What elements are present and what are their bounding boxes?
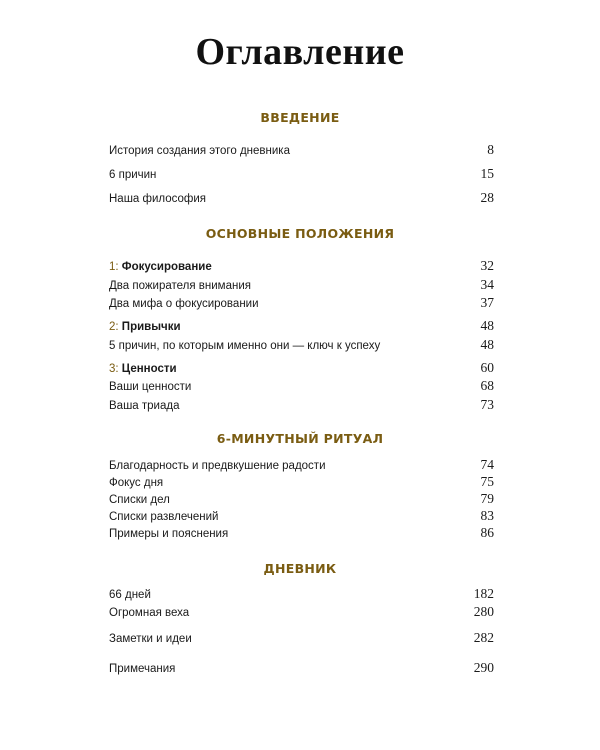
toc-entry[interactable]: [109, 396, 494, 414]
toc-chapter-entry[interactable]: [109, 257, 494, 275]
toc-entry-page: 48: [480, 318, 494, 333]
toc-entry[interactable]: [109, 276, 494, 294]
toc-entry-page: 280: [473, 604, 494, 619]
toc-entry-label: Примеры и пояснения: [109, 528, 229, 540]
toc-entry[interactable]: [109, 141, 494, 159]
toc-entry-page: 73: [480, 397, 494, 412]
chapter-title: Ценности: [121, 363, 177, 375]
toc-entry-page: 60: [480, 360, 494, 375]
toc-entry-label: 5 причин, по которым именно они — ключ к успеху: [109, 340, 381, 352]
toc-entry-page: 15: [480, 166, 494, 181]
toc-entry[interactable]: [109, 377, 494, 395]
chapter-number: 1:: [109, 261, 119, 273]
toc-entry-label: [109, 360, 177, 378]
toc-entry-label: [109, 258, 212, 276]
toc-entry[interactable]: [109, 473, 494, 491]
toc-entry-label: История создания этого дневника: [109, 145, 290, 157]
toc-entry-label: Наша философия: [109, 193, 207, 205]
toc-entry-page: 75: [480, 474, 494, 489]
toc-chapter-entry[interactable]: [109, 359, 494, 377]
toc-entry-page: 290: [473, 660, 494, 675]
toc-entry-label: Списки развлечений: [109, 511, 219, 523]
toc-entry-page: 74: [480, 457, 494, 472]
toc-entry-label: Списки дел: [109, 494, 170, 506]
toc-entry-label: Огромная веха: [109, 607, 190, 619]
toc-entry-page: 32: [480, 258, 494, 273]
page-title: Оглавление: [195, 31, 405, 73]
chapter-title: Фокусирование: [121, 261, 212, 273]
toc-entry-page: 8: [487, 142, 494, 157]
section-heading-journal: ДНЕВНИК: [263, 561, 337, 576]
toc-entry[interactable]: [109, 189, 494, 207]
toc-entry-label: 6 причин: [109, 169, 157, 181]
toc-entry-label: 66 дней: [109, 589, 151, 601]
toc-entry-label: Благодарность и предвкушение радости: [109, 460, 326, 472]
toc-entry-page: 79: [480, 491, 494, 506]
toc-entry[interactable]: [109, 165, 494, 183]
toc-entry[interactable]: [109, 507, 494, 525]
toc-chapter-entry[interactable]: [109, 317, 494, 335]
toc-entry-label: Фокус дня: [109, 477, 164, 489]
section-heading-fundamentals: ОСНОВНЫЕ ПОЛОЖЕНИЯ: [205, 226, 395, 241]
toc-entry-label: [109, 318, 181, 336]
toc-entry-page: 48: [480, 337, 494, 352]
chapter-title: Привычки: [121, 321, 181, 333]
toc-entry-page: 282: [473, 630, 494, 645]
toc-entry-page: 34: [480, 277, 494, 292]
toc-entry[interactable]: [109, 603, 494, 621]
toc-entry[interactable]: [109, 659, 494, 677]
chapter-number: 2:: [109, 321, 119, 333]
toc-entry[interactable]: [109, 490, 494, 508]
toc-entry-label: Ваша триада: [109, 400, 180, 412]
toc-entry-label: Заметки и идеи: [109, 633, 192, 645]
toc-entry[interactable]: [109, 524, 494, 542]
toc-entry[interactable]: [109, 629, 494, 647]
toc-entry-label: Два мифа о фокусировании: [109, 298, 259, 310]
toc-entry-page: 83: [480, 508, 494, 523]
toc-entry-page: 37: [480, 295, 494, 310]
toc-entry-label: Два пожирателя внимания: [109, 280, 251, 292]
toc-entry[interactable]: [109, 336, 494, 354]
toc-entry[interactable]: [109, 585, 494, 603]
section-heading-ritual: 6-МИНУТНЫЙ РИТУАЛ: [216, 431, 384, 446]
toc-entry-label: Примечания: [109, 663, 176, 675]
toc-entry-label: Ваши ценности: [109, 381, 192, 393]
toc-entry[interactable]: [109, 294, 494, 312]
chapter-number: 3:: [109, 363, 119, 375]
toc-entry[interactable]: [109, 456, 494, 474]
toc-entry-page: 182: [473, 586, 494, 601]
section-heading-introduction: ВВЕДЕНИЕ: [260, 110, 340, 125]
toc-entry-page: 68: [480, 378, 494, 393]
toc-entry-page: 86: [480, 525, 494, 540]
toc-entry-page: 28: [480, 190, 494, 205]
